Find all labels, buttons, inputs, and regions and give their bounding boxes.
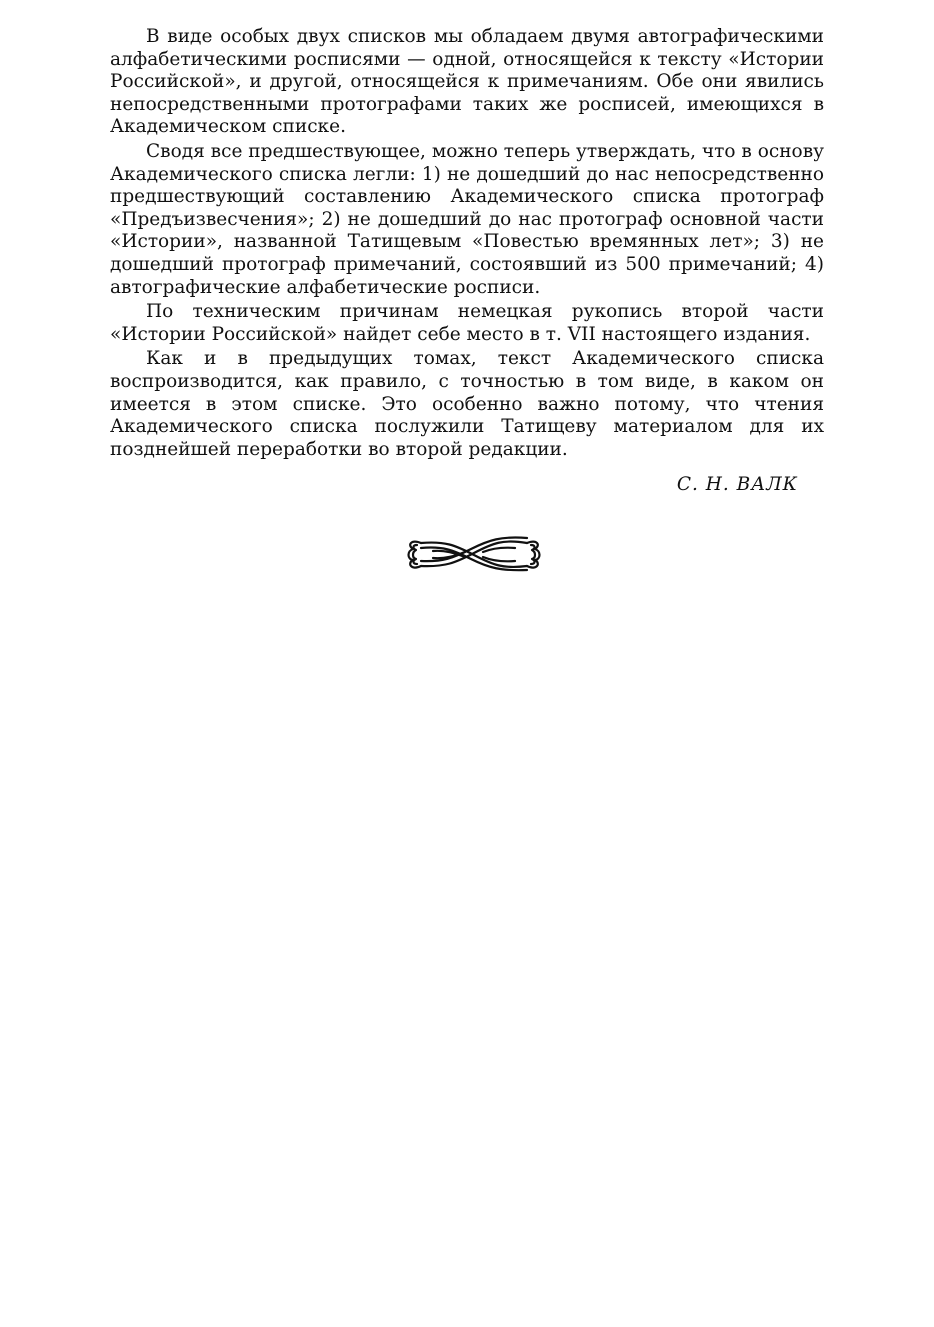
knot-ornament-icon bbox=[405, 531, 543, 577]
paragraph-academic-list-sources: Сводя все предшествующее, можно теперь утверждать, что в основу Академического списка легли: 1) не дошедший до нас непосредственно предшествующий составлению Академического списка протограф «Предъизвесчения»; 2) не дошедший до нас протограф основной части «Истории», названной Татищевым «Повестью времянных лет»; 3) не дошедший протограф примечаний, состоявший из 500 примечаний; 4) автографические алфабетические росписи. bbox=[110, 140, 824, 298]
author-signature: С. Н. ВАЛК bbox=[676, 474, 798, 496]
document-page bbox=[110, 26, 824, 497]
paragraph-german-manuscript: По техническим причинам немецкая рукопись второй части «Истории Российской» найдет себе место в т. VII настоящего издания. bbox=[110, 301, 824, 345]
paragraph-autograph-lists: В виде особых двух списков мы обладаем двумя автографическими алфабетическими росписями — одной, относящейся к тексту «Истории Российской», и другой, относящейся к примечаниям. Обе они явились непосредственными протографами таких же росписей, имеющихся в Академическом списке. bbox=[110, 26, 824, 138]
paragraph-text-reproduction: Как и в предыдущих томах, текст Академического списка воспроизводится, как правило, с точностью в том виде, в каком он имеется в этом списке. Это особенно важно потому, что чтения Академического списка послужили Татищеву материалом для их позднейшей переработки во второй редакции. bbox=[110, 348, 824, 460]
